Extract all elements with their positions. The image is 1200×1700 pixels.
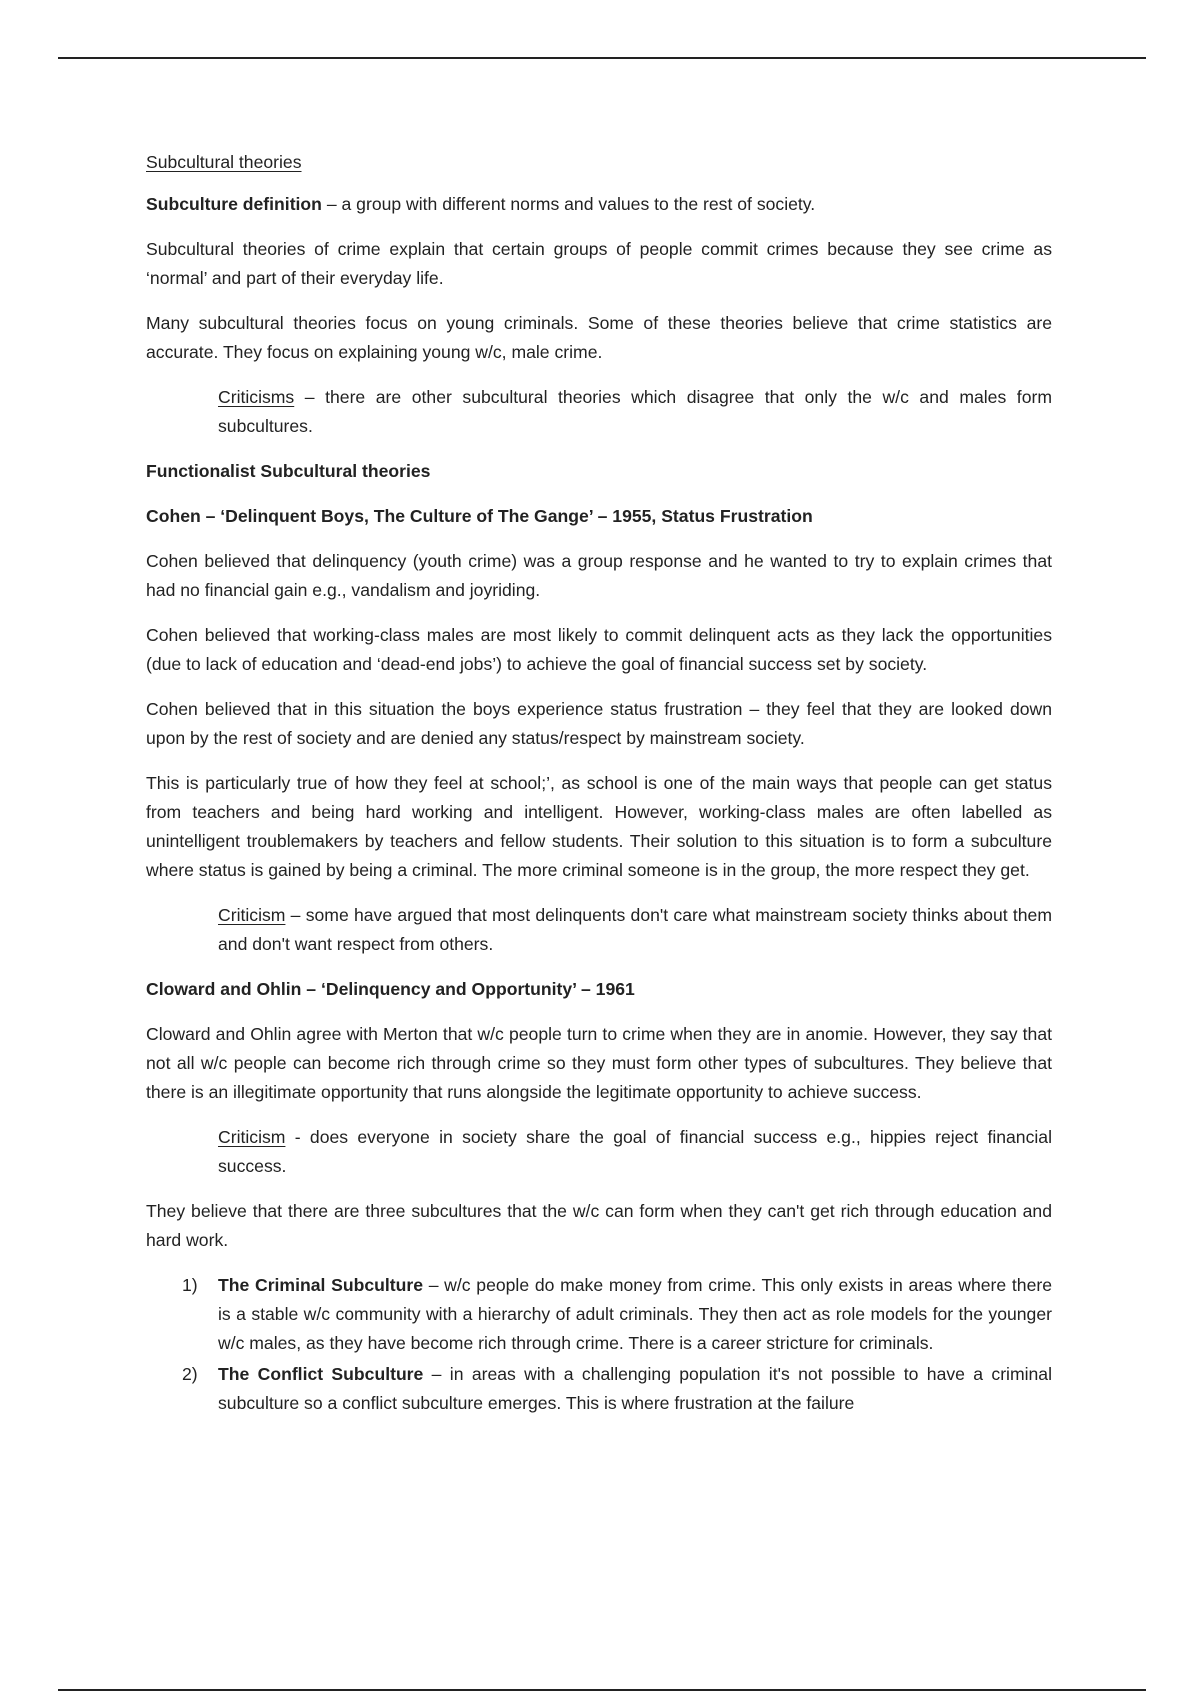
criticism-label: Criticism xyxy=(218,1127,286,1147)
list-item-text: – w/c people do make money from crime. This only exists in areas where there is a stable w/c community with a hierarchy of adult criminals. They then act as role models for the younger w/c males, as they have become rich through crime. There is a career stricture for criminals. xyxy=(218,1275,1052,1353)
cohen-paragraph-2: Cohen believed that working-class males are most likely to commit delinquent acts as they lack the opportunities (due to lack of education and ‘dead-end jobs’) to achieve the goal of financial success set by society. xyxy=(146,625,1052,674)
list-item-term: The Conflict Subculture xyxy=(218,1364,424,1384)
heading-functionalist: Functionalist Subcultural theories xyxy=(146,461,431,481)
heading-cloward: Cloward and Ohlin – ‘Delinquency and Opportunity’ – 1961 xyxy=(146,979,635,999)
definition-text: – a group with different norms and values to the rest of society. xyxy=(321,194,816,214)
heading-cohen: Cohen – ‘Delinquent Boys, The Culture of The Gange’ – 1955, Status Frustration xyxy=(146,506,813,526)
intro-paragraph-1: Subcultural theories of crime explain that certain groups of people commit crimes because they see crime as ‘normal’ and part of their everyday life. xyxy=(146,239,1052,288)
definition-paragraph xyxy=(146,190,1052,219)
criticism-text: - does everyone in society share the goal of financial success e.g., hippies reject financial success. xyxy=(218,1127,1052,1176)
criticism-text: – some have argued that most delinquents don't care what mainstream society thinks about them and don't want respect from others. xyxy=(218,905,1052,954)
list-item-number: 1) xyxy=(182,1275,198,1295)
criticism-paragraph-1 xyxy=(218,383,1052,441)
document-body xyxy=(146,148,1052,1420)
list-item xyxy=(146,1271,1052,1358)
criticism-label: Criticisms xyxy=(218,387,295,407)
subculture-list xyxy=(146,1271,1052,1418)
page-title: Subcultural theories xyxy=(146,152,302,172)
criticism-paragraph-2 xyxy=(218,901,1052,959)
page-bottom-rule xyxy=(58,1689,1146,1691)
list-item-term: The Criminal Subculture xyxy=(218,1275,423,1295)
list-item xyxy=(146,1360,1052,1418)
list-item-number: 2) xyxy=(182,1364,198,1384)
cohen-paragraph-3: Cohen believed that in this situation the boys experience status frustration – they feel that they are looked down upon by the rest of society and are denied any status/respect by mainstream society. xyxy=(146,699,1052,748)
cohen-paragraph-1: Cohen believed that delinquency (youth crime) was a group response and he wanted to try to explain crimes that had no financial gain e.g., vandalism and joyriding. xyxy=(146,551,1052,600)
page-top-rule xyxy=(58,57,1146,59)
intro-paragraph-2: Many subcultural theories focus on young criminals. Some of these theories believe that crime statistics are accurate. They focus on explaining young w/c, male crime. xyxy=(146,313,1052,362)
criticism-text: – there are other subcultural theories which disagree that only the w/c and males form subcultures. xyxy=(218,387,1052,436)
cloward-paragraph-1: Cloward and Ohlin agree with Merton that w/c people turn to crime when they are in anomie. However, they say that not all w/c people can become rich through crime so they must form other types of subcultures. They believe that there is an illegitimate opportunity that runs alongside the legitimate opportunity to achieve success. xyxy=(146,1024,1052,1102)
criticism-paragraph-3 xyxy=(218,1123,1052,1181)
list-item-text: – in areas with a challenging population it's not possible to have a criminal subculture so a conflict subculture emerges. This is where frustration at the failure xyxy=(218,1364,1053,1413)
criticism-label: Criticism xyxy=(218,905,286,925)
definition-term: Subculture definition xyxy=(146,194,322,214)
cohen-paragraph-4: This is particularly true of how they feel at school;’, as school is one of the main ways that people can get status from teachers and being hard working and intelligent. However, working-class males are often labelled as unintelligent troublemakers by teachers and fellow students. Their solution to this situation is to form a subculture where status is gained by being a criminal. The more criminal someone is in the group, the more respect they get. xyxy=(146,773,1052,880)
cloward-paragraph-2: They believe that there are three subcultures that the w/c can form when they can't get rich through education and hard work. xyxy=(146,1201,1052,1250)
